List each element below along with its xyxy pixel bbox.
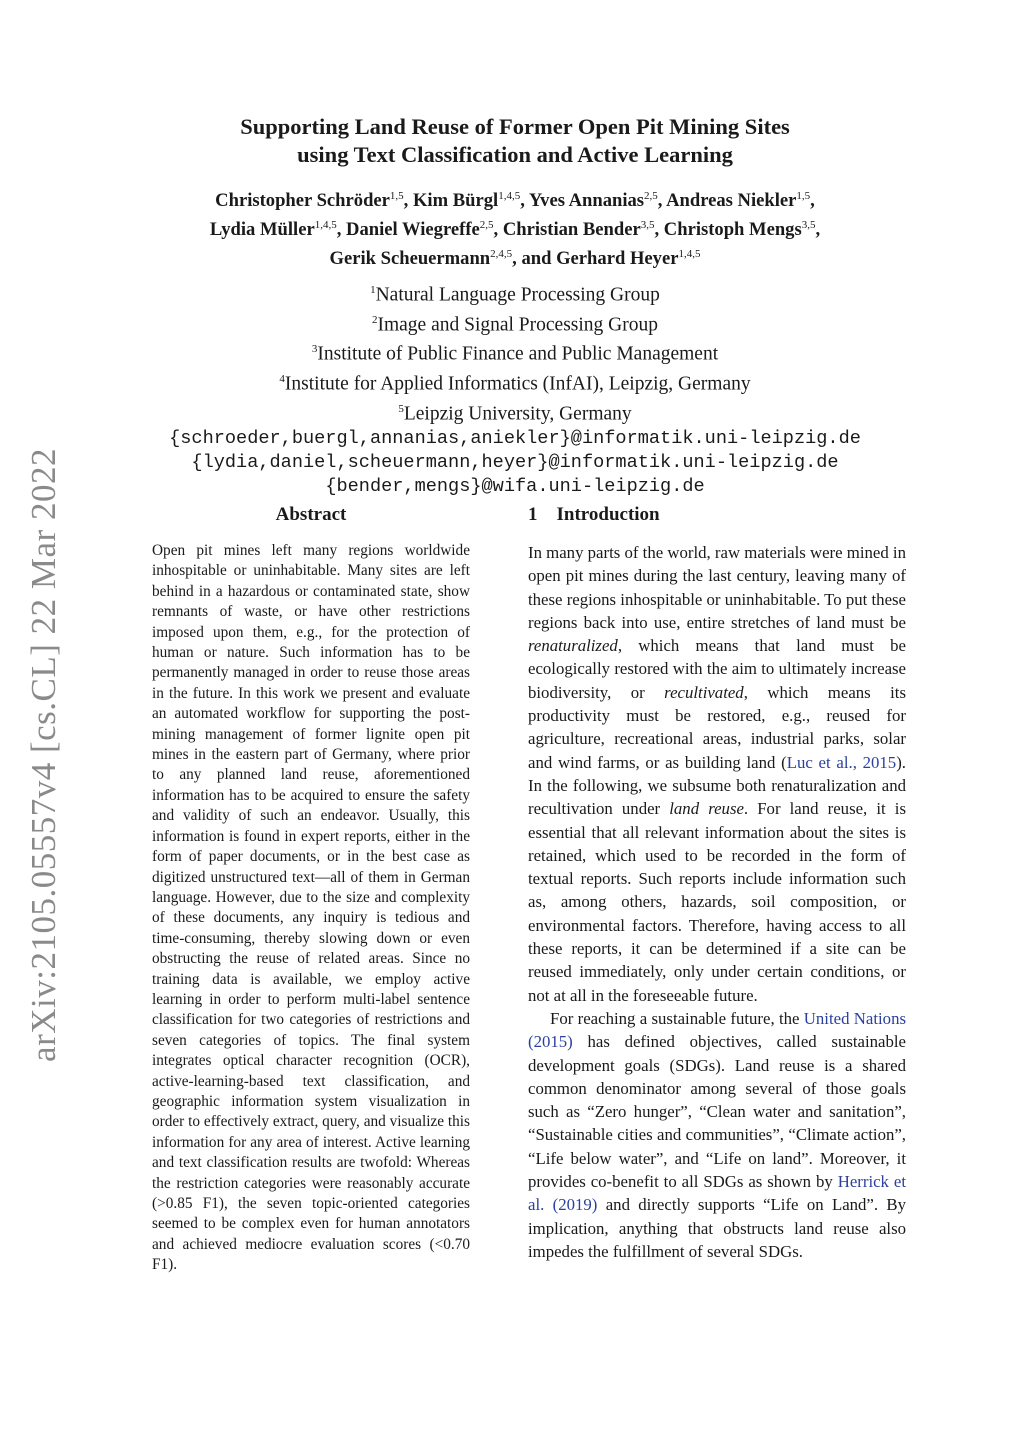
section-number: 1 (528, 504, 538, 525)
intro-emphasis: recultivated (664, 682, 744, 702)
intro-text: , which means that land must be ecologically restored with the aim to ultimately increase biodiversity, or (528, 636, 906, 702)
author-affil-sup: 1,4,5 (678, 248, 701, 261)
section-title: Introduction (556, 504, 660, 525)
arxiv-identifier-text: arXiv:2105.05557v4 [cs.CL] 22 Mar 2022 (24, 448, 63, 1062)
intro-text: has defined objectives, called sustainable development goals (SDGs). Land reuse is a shared common denominator among several of those goals such as “Zero hunger”, “Clean water and sanitation”, “Sustainable cities and communities”, “Climate action”, “Life below water”, and “Life on land”. Moreover, it provides co-benefit to all SDGs as shown by (528, 1032, 906, 1192)
author-name: Christopher Schröder (215, 190, 390, 212)
author-affil-sup: 1,5 (389, 190, 404, 202)
abstract-text: Open pit mines left many regions worldwide inhospitable or uninhabitable. Many sites are left behind in a hazardous or contaminated state, show remnants of waste, or have other restrictions imposed upon them, e.g., for the protection of human or nature. Such information has to be permanently managed in order to reuse those areas in the future. In this work we present and evaluate an automated workflow for supporting the post-mining management of former lignite open pit mines in the eastern part of Germany, where prior to any planned land reuse, aforementioned information has to be acquired to ensure the safety and validity of such an endeavor. Usually, this information is found in expert reports, either in the form of paper documents, or in the best case as digitized unstructured text—all of them in German language. However, due to the size and complexity of these documents, any inquiry is tedious and time-consuming, thereby slowing down or even obstructing the reuse of related areas. Since no training data is available, we employ active learning in order to perform multi-label sentence classification for two categories of restrictions and seven categories of topics. The final system integrates optical character recognition (OCR), active-learning-based text classification, and geographic information system visualization in order to effectively extract, query, and visualize this information for any area of interest. Active learning and text classification results are twofold: Whereas the restriction categories were reasonably accurate (>0.85 F1), the seven topic-oriented categories seemed to be complex even for human annotators and achieved mediocre evaluation scores (<0.70 F1). (152, 542, 470, 1274)
affiliation-line (110, 367, 920, 397)
affiliation-text: Institute of Public Finance and Public Management (317, 343, 719, 365)
author-name: Christoph Mengs (663, 219, 802, 241)
author-name: Yves Annanias (528, 190, 645, 212)
author-affil-sup: 1,5 (796, 190, 811, 202)
author-name: Andreas Niekler (666, 190, 797, 212)
affiliation-text: Image and Signal Processing Group (377, 314, 659, 336)
abstract-column (152, 503, 470, 1276)
author-name: Kim Bürgl (412, 190, 499, 212)
affiliation-sup: 5 (398, 402, 404, 415)
intro-paragraph-2 (528, 1007, 906, 1263)
affiliations (110, 278, 920, 499)
paper-title (120, 113, 910, 169)
affiliation-text: Leipzig University, Germany (403, 403, 632, 425)
author-name: Gerhard Heyer (556, 248, 679, 270)
intro-text: and directly supports “Life on Land”. By implication, anything that obstructs land reuse also impedes the fulfillment of several SDGs. (528, 1195, 906, 1261)
citation-link[interactable]: Luc et al., 2015 (786, 752, 897, 772)
author-line-3 (110, 242, 920, 271)
author-sep: , (493, 219, 503, 241)
citation-link[interactable]: United Nations (2015) (528, 1008, 906, 1052)
author-name: Daniel Wiegreffe (346, 219, 480, 241)
email-line: {lydia,daniel,scheuermann,heyer}@informatik.uni-leipzig.de (191, 451, 839, 473)
author-affil-sup: 2,5 (479, 219, 494, 232)
author-line-1 (110, 184, 920, 213)
affiliation-line (110, 308, 920, 338)
author-line-2 (110, 213, 920, 242)
affiliation-sup: 1 (370, 284, 376, 296)
affiliation-line (110, 278, 920, 308)
author-affil-sup: 3,5 (640, 219, 655, 232)
intro-text: , which means its productivity must be restored, e.g., reused for agriculture, recreational areas, industrial parks, solar and wind farms, or as building land ( (528, 682, 906, 772)
author-affil-sup: 1,4,5 (314, 219, 337, 232)
email-line: {schroeder,buergl,annanias,aniekler}@informatik.uni-leipzig.de (169, 427, 861, 449)
title-line-1: Supporting Land Reuse of Former Open Pit Mining Sites (240, 114, 790, 139)
intro-text: In many parts of the world, raw materials were mined in open pit mines during the last century, leaving many of these regions inhospitable or uninhabitable. To put these regions back into use, entire stretches of land must be (528, 543, 906, 632)
title-line-2: using Text Classification and Active Learning (297, 142, 733, 167)
author-name: Gerik Scheuermann (329, 248, 491, 270)
affiliation-line (110, 397, 920, 427)
intro-text: ). In the following, we subsume both renaturalization and recultivation under (528, 752, 906, 819)
author-sep: , (403, 190, 413, 212)
affiliation-sup: 3 (311, 343, 318, 356)
intro-text: . For land reuse, it is essential that all relevant information about the sites is retained, which used to be recorded in the form of textual reports. Such reports include information such as, among others, hazards, soil composition, or environmental factors. Therefore, having access to all these reports, it can be determined if a site can be reused immediately, only under certain conditions, or not at all in the foreseeable future. (528, 799, 906, 1005)
author-sep: , (336, 219, 347, 241)
author-name: Lydia Müller (209, 219, 315, 241)
author-sep: , (810, 190, 815, 212)
introduction-column (528, 503, 906, 1263)
author-list (110, 184, 920, 272)
author-sep: , (815, 219, 821, 241)
author-affil-sup: 2,4,5 (490, 248, 513, 261)
author-sep: , (520, 190, 529, 212)
intro-paragraph-1 (528, 541, 906, 1007)
affiliation-sup: 2 (371, 313, 378, 326)
author-sep: , and (512, 248, 557, 270)
intro-emphasis: renaturalized (528, 636, 618, 656)
author-sep: , (654, 219, 664, 241)
author-affil-sup: 2,5 (644, 190, 658, 202)
intro-emphasis: land reuse (669, 799, 744, 819)
author-name: Christian Bender (502, 219, 641, 241)
introduction-heading (528, 503, 906, 527)
intro-text: For reaching a sustainable future, the (550, 1008, 804, 1028)
citation-link[interactable]: Herrick et al. (2019) (528, 1172, 906, 1215)
author-sep: , (657, 190, 667, 212)
affiliation-text: Institute for Applied Informatics (InfAI), Leipzig, Germany (284, 373, 751, 395)
author-affil-sup: 3,5 (801, 219, 816, 232)
affiliation-sup: 4 (279, 373, 285, 386)
arxiv-identifier (16, 450, 72, 1060)
abstract-heading: Abstract (275, 504, 347, 525)
email-line: {bender,mengs}@wifa.uni-leipzig.de (325, 475, 705, 497)
affiliation-line (110, 337, 920, 367)
author-affil-sup: 1,4,5 (498, 190, 521, 202)
affiliation-text: Natural Language Processing Group (375, 284, 660, 306)
